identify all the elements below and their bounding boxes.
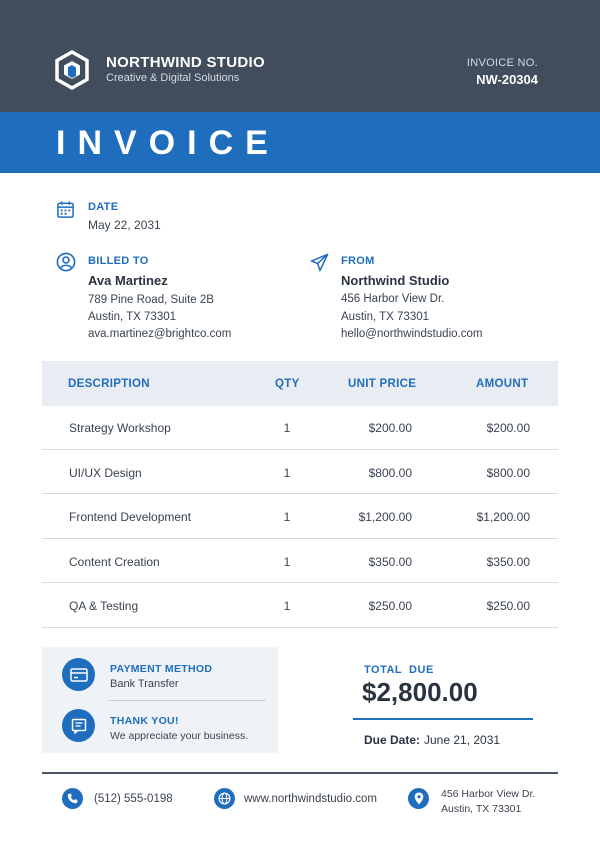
from-address-line2: Austin, TX 73301 <box>341 311 430 323</box>
row-amount: $200.00 <box>486 421 530 435</box>
row-divider <box>42 493 558 494</box>
total-due-label: TOTAL DUE <box>364 664 434 676</box>
row-amount: $800.00 <box>486 466 530 480</box>
page-title: INVOICE <box>56 124 280 162</box>
row-description: Content Creation <box>69 555 160 569</box>
globe-icon <box>214 788 235 809</box>
row-unit-price: $800.00 <box>368 466 412 480</box>
footer-address-line2: Austin, TX 73301 <box>441 803 522 815</box>
row-unit-price: $350.00 <box>368 555 412 569</box>
row-unit-price: $250.00 <box>368 599 412 613</box>
row-description: Strategy Workshop <box>69 421 171 435</box>
note-icon <box>62 709 95 742</box>
header-bar <box>0 0 600 112</box>
column-header-amount: AMOUNT <box>476 378 529 390</box>
row-amount: $1,200.00 <box>476 510 530 524</box>
phone-icon <box>62 788 83 809</box>
billed-to-name: Ava Martinez <box>88 273 168 288</box>
calendar-icon <box>56 200 75 219</box>
from-email: hello@northwindstudio.com <box>341 328 483 340</box>
row-qty: 1 <box>283 421 291 435</box>
send-icon <box>310 253 329 272</box>
column-header-qty: QTY <box>275 378 300 390</box>
row-divider <box>42 538 558 539</box>
billed-to-label: BILLED TO <box>88 255 149 267</box>
thank-you-message: We appreciate your business. <box>110 730 249 742</box>
total-due-amount: $2,800.00 <box>362 677 478 707</box>
total-underline <box>353 718 533 720</box>
invoice-date: May 22, 2031 <box>88 218 161 232</box>
row-description: QA & Testing <box>69 599 139 613</box>
thank-you-label: THANK YOU! <box>110 715 179 727</box>
payment-method-value: Bank Transfer <box>110 678 179 690</box>
row-amount: $250.00 <box>486 599 530 613</box>
due-date-label: Due Date: <box>364 733 421 747</box>
billed-to-address-line2: Austin, TX 73301 <box>88 311 177 323</box>
due-date-value: June 21, 2031 <box>424 733 501 747</box>
invoice-number-label: INVOICE NO. <box>466 57 538 69</box>
row-qty: 1 <box>283 555 291 569</box>
invoice-number: NW-20304 <box>476 72 538 87</box>
footer-divider <box>42 772 558 774</box>
row-divider <box>42 582 558 583</box>
row-divider <box>42 449 558 450</box>
row-qty: 1 <box>283 466 291 480</box>
footer-address-line1: 456 Harbor View Dr. <box>441 788 536 800</box>
from-name: Northwind Studio <box>341 273 450 288</box>
row-amount: $350.00 <box>486 555 530 569</box>
row-description: Frontend Development <box>69 510 192 524</box>
row-unit-price: $200.00 <box>368 421 412 435</box>
user-icon <box>56 252 76 272</box>
row-description: UI/UX Design <box>69 466 142 480</box>
row-qty: 1 <box>283 510 291 524</box>
billed-to-email: ava.martinez@brightco.com <box>88 328 232 340</box>
row-qty: 1 <box>283 599 291 613</box>
from-address-line1: 456 Harbor View Dr. <box>341 293 445 305</box>
payment-divider <box>108 700 266 701</box>
payment-method-label: PAYMENT METHOD <box>110 663 213 675</box>
brand-tagline: Creative & Digital Solutions <box>106 72 240 84</box>
footer-website: www.northwindstudio.com <box>244 793 377 805</box>
credit-card-icon <box>62 658 95 691</box>
row-unit-price: $1,200.00 <box>358 510 412 524</box>
brand-name: NORTHWIND STUDIO <box>106 54 265 71</box>
from-label: FROM <box>341 255 375 267</box>
column-header-unit-price: UNIT PRICE <box>348 378 417 390</box>
column-header-description: DESCRIPTION <box>68 378 150 390</box>
hexagon-logo-icon <box>54 50 90 90</box>
billed-to-address-line1: 789 Pine Road, Suite 2B <box>88 294 214 306</box>
row-divider <box>42 627 558 628</box>
location-pin-icon <box>408 788 429 809</box>
footer-phone: (512) 555-0198 <box>94 793 173 805</box>
date-label: DATE <box>88 201 119 213</box>
